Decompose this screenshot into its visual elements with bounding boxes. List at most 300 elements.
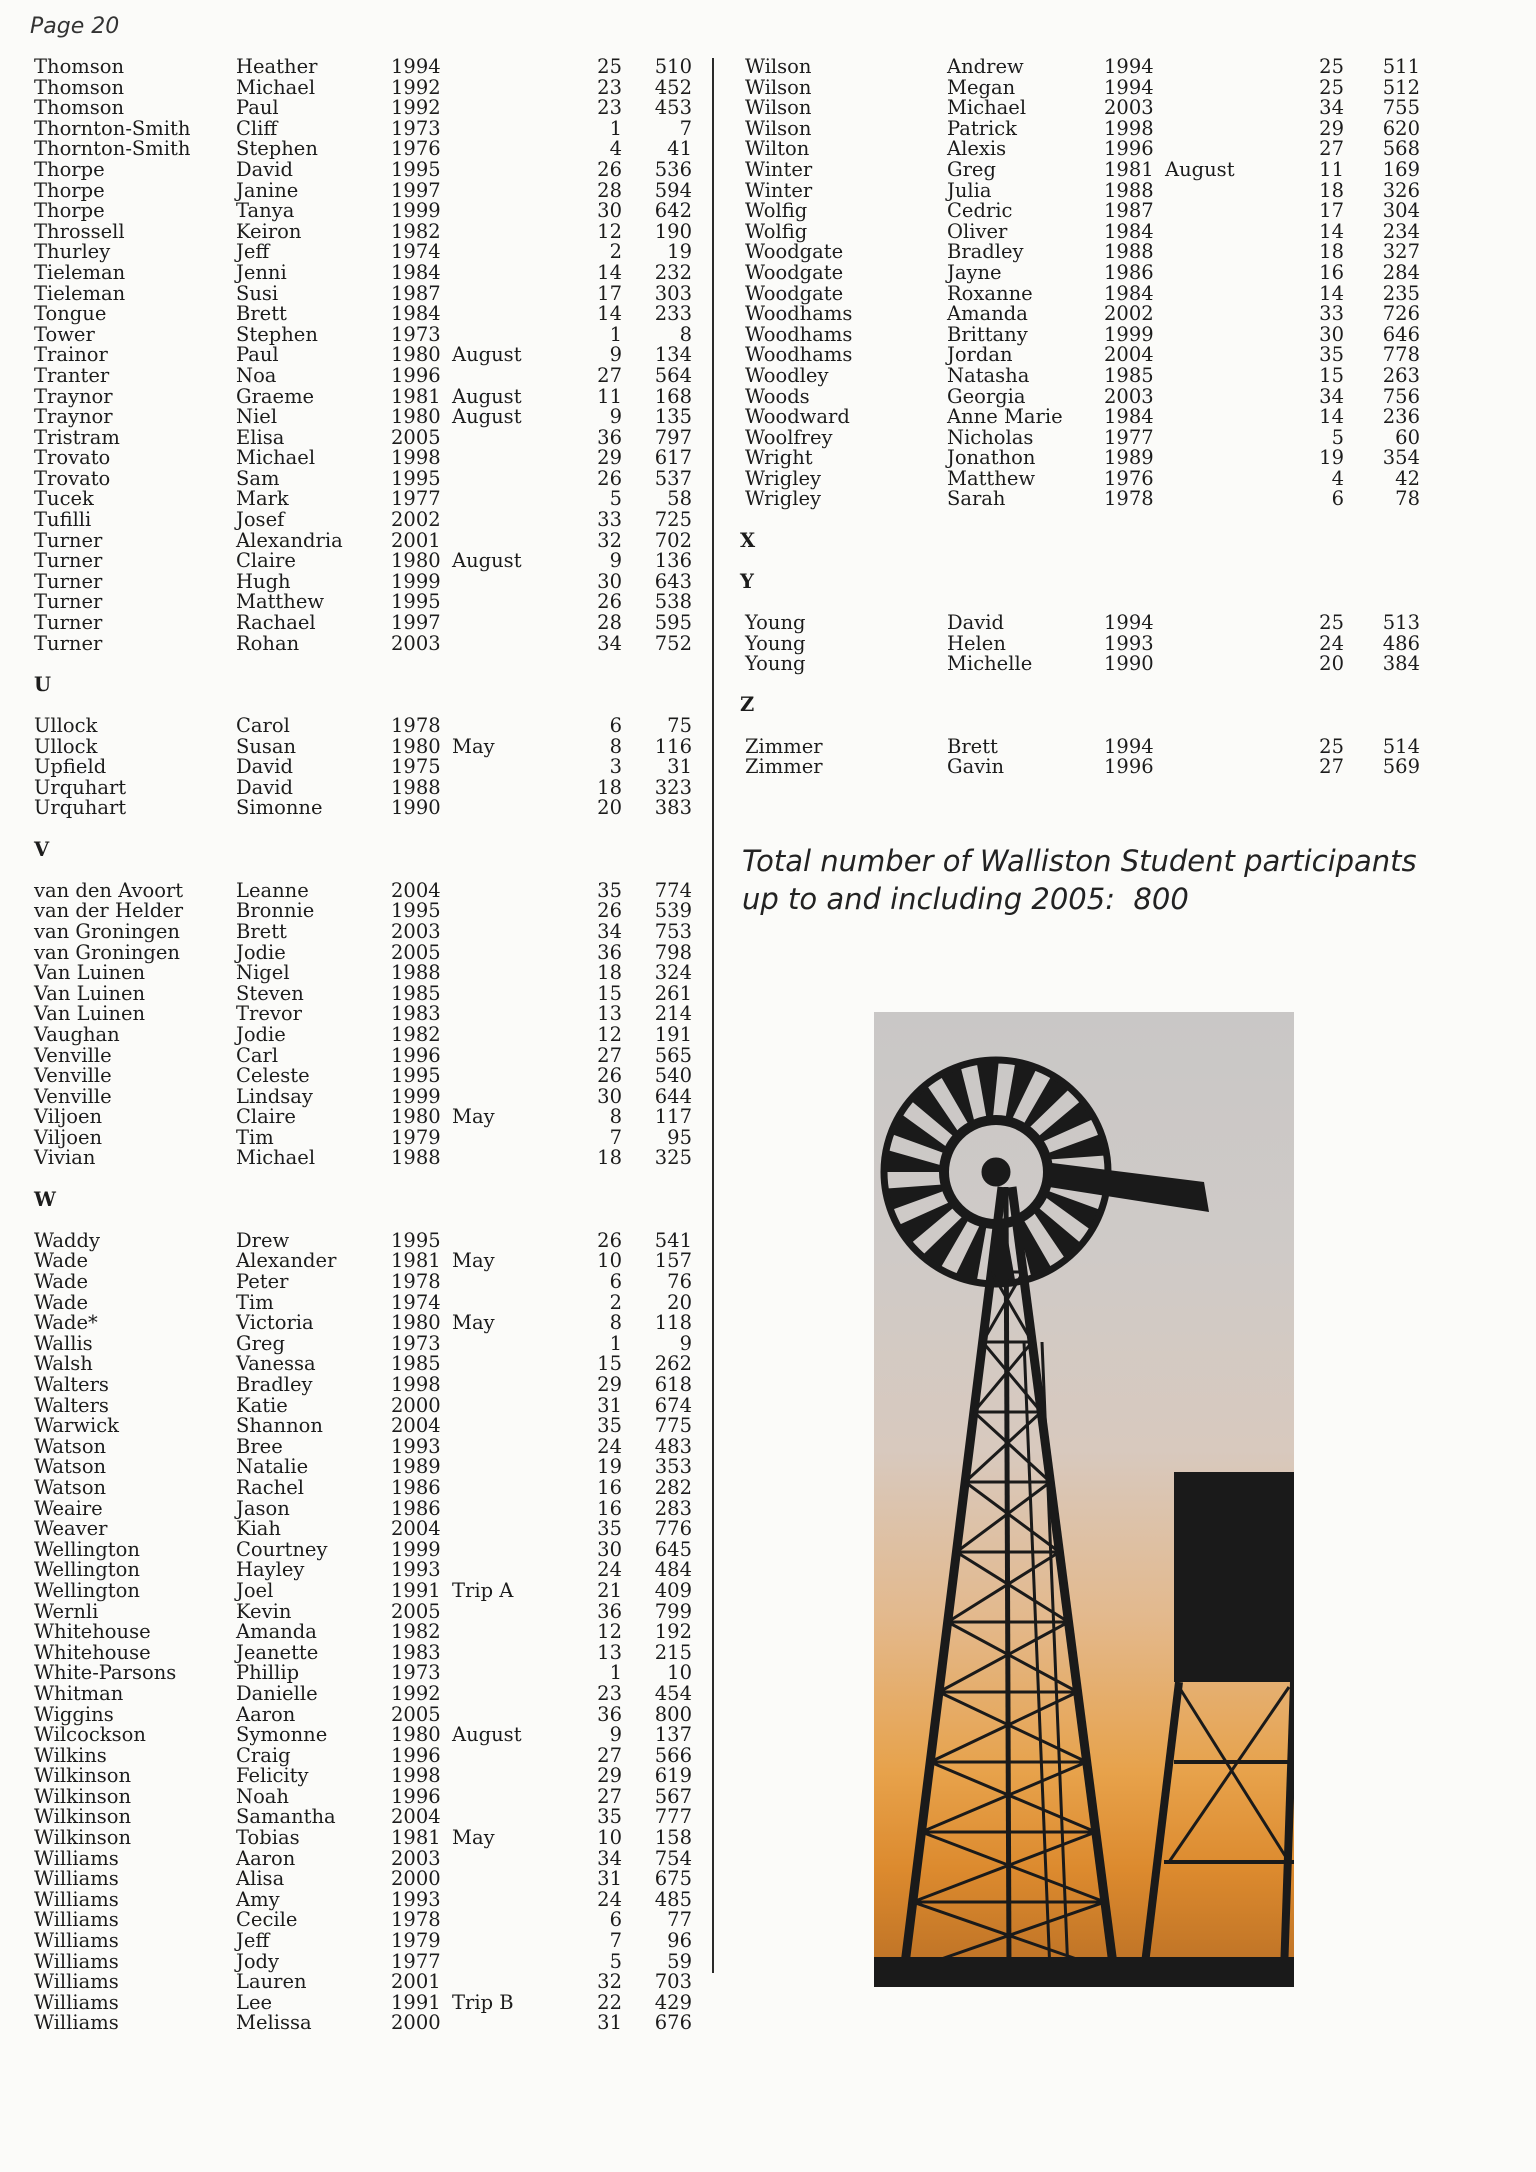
given-name: Brittany xyxy=(947,322,1028,346)
surname: Whitman xyxy=(34,1681,124,1705)
year: 1989 xyxy=(1104,446,1154,470)
table-row xyxy=(34,407,694,428)
surname: Viljoen xyxy=(34,1105,103,1129)
surname: Whitehouse xyxy=(34,1620,151,1644)
surname: Thorpe xyxy=(34,199,105,223)
student-number: 10 xyxy=(667,1661,692,1685)
surname: Winter xyxy=(745,178,813,202)
given-name: Jeff xyxy=(236,1929,270,1953)
year: 1980 xyxy=(391,405,441,429)
trip-count: 16 xyxy=(597,1496,622,1520)
surname: Thorpe xyxy=(34,178,105,202)
given-name: Kevin xyxy=(236,1599,292,1623)
year: 1984 xyxy=(1104,219,1154,243)
table-row xyxy=(740,281,1430,305)
student-number: 755 xyxy=(1382,96,1420,120)
student-number: 541 xyxy=(654,1228,692,1252)
student-number: 116 xyxy=(654,734,692,758)
student-number: 158 xyxy=(654,1826,692,1850)
year: 2003 xyxy=(391,1846,441,1870)
surname: Turner xyxy=(34,590,103,614)
student-number: 540 xyxy=(654,1064,692,1088)
student-number: 756 xyxy=(1382,384,1420,408)
trip-count: 36 xyxy=(597,1702,622,1726)
trip: May xyxy=(452,1311,495,1335)
surname: Ullock xyxy=(34,734,98,758)
table-row xyxy=(34,1313,694,1334)
surname: Williams xyxy=(34,1867,119,1891)
trip-count: 35 xyxy=(597,1805,622,1829)
year: 1999 xyxy=(391,1084,441,1108)
surname: Tongue xyxy=(34,302,107,326)
trip-count: 10 xyxy=(597,1249,622,1273)
trip-count: 35 xyxy=(597,878,622,902)
surname: Wilkinson xyxy=(34,1784,132,1808)
given-name: Matthew xyxy=(236,590,325,614)
surname: Woodhams xyxy=(745,302,853,326)
surname: Watson xyxy=(34,1455,107,1479)
surname: Traynor xyxy=(34,405,113,429)
year: 1981 xyxy=(391,384,441,408)
trip-count: 25 xyxy=(597,55,622,78)
trip-count: 31 xyxy=(597,1393,622,1417)
given-name: Tim xyxy=(236,1290,274,1314)
year: 1982 xyxy=(391,1022,441,1046)
table-row xyxy=(34,1043,694,1067)
table-row xyxy=(740,384,1430,408)
trip-count: 16 xyxy=(597,1475,622,1499)
year: 2004 xyxy=(391,1517,441,1541)
surname: Trovato xyxy=(34,466,111,490)
year: 1990 xyxy=(391,796,441,820)
year: 1999 xyxy=(391,199,441,223)
surname: Wade xyxy=(34,1249,88,1273)
year: 1983 xyxy=(391,1640,441,1664)
year: 1997 xyxy=(391,178,441,202)
surname: Tufilli xyxy=(34,508,92,532)
table-row xyxy=(34,1354,694,1375)
student-number: 169 xyxy=(1382,157,1420,181)
surname: Tower xyxy=(34,322,95,346)
given-name: Felicity xyxy=(236,1764,309,1788)
trip-count: 24 xyxy=(597,1887,622,1911)
table-row xyxy=(740,178,1430,202)
trip-count: 27 xyxy=(1319,137,1344,161)
student-number: 75 xyxy=(667,714,692,737)
trip: May xyxy=(452,1105,495,1129)
year: 1995 xyxy=(391,466,441,490)
year: 2005 xyxy=(391,1702,441,1726)
surname: Trainor xyxy=(34,343,108,367)
table-row xyxy=(740,322,1430,346)
trip-count: 36 xyxy=(597,940,622,964)
student-number: 799 xyxy=(654,1599,692,1623)
year: 2003 xyxy=(391,919,441,943)
student-number: 19 xyxy=(667,240,692,264)
year: 2003 xyxy=(391,631,441,655)
given-name: Victoria xyxy=(236,1311,314,1335)
student-number: 59 xyxy=(667,1949,692,1973)
trip-count: 23 xyxy=(597,96,622,120)
surname: Van Luinen xyxy=(34,1002,146,1026)
year: 1974 xyxy=(391,1290,441,1314)
student-number: 323 xyxy=(654,775,692,799)
given-name: Drew xyxy=(236,1228,290,1252)
student-number: 537 xyxy=(654,466,692,490)
year: 1973 xyxy=(391,116,441,140)
trip-count: 5 xyxy=(609,1949,622,1973)
year: 1996 xyxy=(391,1043,441,1067)
table-row xyxy=(34,1519,694,1540)
year: 1981 xyxy=(391,1249,441,1273)
table-row xyxy=(740,757,1430,778)
trip-count: 25 xyxy=(1319,734,1344,758)
table-row xyxy=(34,1022,694,1046)
table-row xyxy=(740,407,1430,428)
given-name: Alexandria xyxy=(236,528,343,552)
student-number: 538 xyxy=(654,590,692,614)
trip-count: 26 xyxy=(597,590,622,614)
year: 1996 xyxy=(391,1784,441,1808)
table-row xyxy=(34,1331,694,1355)
surname: Upfield xyxy=(34,755,107,779)
surname: Turner xyxy=(34,611,103,635)
surname: Watson xyxy=(34,1434,107,1458)
student-number: 326 xyxy=(1382,178,1420,202)
table-row xyxy=(34,201,694,222)
year: 1996 xyxy=(1104,755,1154,779)
trip: August xyxy=(452,384,522,408)
year: 1995 xyxy=(391,590,441,614)
surname: Wilson xyxy=(745,116,812,140)
student-number: 429 xyxy=(654,1990,692,2014)
surname: Wolfig xyxy=(745,219,808,243)
trip-count: 14 xyxy=(1319,219,1344,243)
surname: Urquhart xyxy=(34,775,127,799)
student-number: 453 xyxy=(654,96,692,120)
given-name: Noah xyxy=(236,1784,289,1808)
given-name: Trevor xyxy=(236,1002,302,1026)
student-number: 725 xyxy=(654,508,692,532)
trip-count: 25 xyxy=(1319,55,1344,78)
table-row xyxy=(34,1148,694,1169)
student-number: 619 xyxy=(654,1764,692,1788)
given-name: Joel xyxy=(236,1578,274,1602)
student-number: 675 xyxy=(654,1867,692,1891)
table-row xyxy=(740,57,1430,78)
trip-count: 8 xyxy=(609,1311,622,1335)
student-number: 263 xyxy=(1382,363,1420,387)
table-row xyxy=(34,528,694,552)
student-number: 511 xyxy=(1382,55,1420,78)
given-name: Elisa xyxy=(236,425,285,449)
trip-count: 12 xyxy=(597,1022,622,1046)
year: 1991 xyxy=(391,1990,441,2014)
surname: Warwick xyxy=(34,1414,119,1438)
year: 1981 xyxy=(391,1826,441,1850)
student-number: 95 xyxy=(667,1125,692,1149)
trip-count: 19 xyxy=(597,1455,622,1479)
section-letter: Z xyxy=(740,693,755,717)
trip-count: 20 xyxy=(597,796,622,820)
year: 1978 xyxy=(391,714,441,737)
student-number: 8 xyxy=(679,322,692,346)
student-number: 643 xyxy=(654,569,692,593)
trip: August xyxy=(452,1723,522,1747)
student-number: 353 xyxy=(654,1455,692,1479)
student-number: 304 xyxy=(1382,199,1420,223)
trip-count: 14 xyxy=(597,302,622,326)
table-row xyxy=(34,57,694,78)
year: 1995 xyxy=(391,899,441,923)
given-name: Nigel xyxy=(236,961,290,985)
student-number: 512 xyxy=(1382,75,1420,99)
surname: Turner xyxy=(34,631,103,655)
year: 1985 xyxy=(1104,363,1154,387)
given-name: Susi xyxy=(236,281,279,305)
trip-count: 32 xyxy=(597,528,622,552)
surname: Venville xyxy=(34,1084,112,1108)
given-name: Aaron xyxy=(236,1846,296,1870)
student-number: 644 xyxy=(654,1084,692,1108)
given-name: Jodie xyxy=(236,1022,286,1046)
year: 1995 xyxy=(391,1064,441,1088)
trip: Trip B xyxy=(452,1990,514,2014)
given-name: Keiron xyxy=(236,219,302,243)
student-number: 513 xyxy=(1382,611,1420,635)
surname: White-Parsons xyxy=(34,1661,177,1685)
trip-count: 18 xyxy=(597,1146,622,1170)
year: 1996 xyxy=(391,1743,441,1767)
trip-count: 18 xyxy=(1319,240,1344,264)
student-number: 232 xyxy=(654,260,692,284)
table-row xyxy=(34,1475,694,1499)
table-row xyxy=(34,1228,694,1252)
surname: van den Avoort xyxy=(34,878,184,902)
student-number: 753 xyxy=(654,919,692,943)
student-number: 618 xyxy=(654,1373,692,1396)
table-row xyxy=(34,2013,694,2034)
given-name: David xyxy=(947,611,1004,635)
year: 1980 xyxy=(391,734,441,758)
given-name: Vanessa xyxy=(236,1352,316,1376)
student-number: 7 xyxy=(679,116,692,140)
table-row xyxy=(740,425,1430,449)
surname: Thomson xyxy=(34,55,125,78)
given-name: Gavin xyxy=(947,755,1005,779)
surname: Woods xyxy=(745,384,810,408)
student-number: 617 xyxy=(654,446,692,470)
year: 1975 xyxy=(391,755,441,779)
year: 1997 xyxy=(391,611,441,635)
year: 1979 xyxy=(391,1125,441,1149)
table-row xyxy=(34,466,694,490)
surname: Zimmer xyxy=(745,755,823,779)
table-row xyxy=(34,981,694,1005)
year: 1994 xyxy=(1104,55,1154,78)
year: 1993 xyxy=(391,1434,441,1458)
student-number: 283 xyxy=(654,1496,692,1520)
student-number: 510 xyxy=(654,55,692,78)
table-row xyxy=(34,1125,694,1149)
year: 1994 xyxy=(1104,611,1154,635)
table-row xyxy=(34,1066,694,1087)
student-number: 384 xyxy=(1382,652,1420,676)
student-number: 58 xyxy=(667,487,692,511)
year: 2001 xyxy=(391,1970,441,1994)
surname: Wellington xyxy=(34,1537,140,1561)
surname: Turner xyxy=(34,569,103,593)
surname: Ullock xyxy=(34,714,98,737)
trip-count: 26 xyxy=(597,466,622,490)
trip-count: 18 xyxy=(597,775,622,799)
trip-count: 27 xyxy=(1319,755,1344,779)
table-row xyxy=(34,489,694,510)
student-number: 452 xyxy=(654,75,692,99)
trip-count: 18 xyxy=(1319,178,1344,202)
student-number: 702 xyxy=(654,528,692,552)
trip-count: 28 xyxy=(597,178,622,202)
surname: Williams xyxy=(34,1970,119,1994)
table-row xyxy=(34,1375,694,1396)
surname: van Groningen xyxy=(34,919,180,943)
trip-count: 34 xyxy=(597,919,622,943)
given-name: Kiah xyxy=(236,1517,281,1541)
student-number: 776 xyxy=(654,1517,692,1541)
year: 1995 xyxy=(391,1228,441,1252)
student-number: 284 xyxy=(1382,260,1420,284)
trip-count: 6 xyxy=(609,1908,622,1932)
table-row xyxy=(34,1725,694,1746)
table-row xyxy=(34,592,694,613)
student-number: 78 xyxy=(1395,487,1420,511)
table-row xyxy=(34,878,694,902)
student-number: 282 xyxy=(654,1475,692,1499)
trip-count: 14 xyxy=(1319,405,1344,429)
student-number: 777 xyxy=(654,1805,692,1829)
table-row xyxy=(34,1972,694,1993)
surname: Thurley xyxy=(34,240,111,264)
year: 1983 xyxy=(391,1002,441,1026)
trip-count: 8 xyxy=(609,734,622,758)
trip-count: 7 xyxy=(609,1929,622,1953)
student-number: 233 xyxy=(654,302,692,326)
trip-count: 1 xyxy=(609,1331,622,1355)
student-number: 261 xyxy=(654,981,692,1005)
trip-count: 25 xyxy=(1319,75,1344,99)
year: 1986 xyxy=(391,1475,441,1499)
given-name: Shannon xyxy=(236,1414,323,1438)
given-name: Jody xyxy=(236,1949,280,1973)
left-column xyxy=(34,57,694,2034)
table-row xyxy=(34,345,694,366)
given-name: Natasha xyxy=(947,363,1030,387)
given-name: Stephen xyxy=(236,137,318,161)
surname: Young xyxy=(745,631,806,655)
surname: Zimmer xyxy=(745,734,823,758)
student-number: 354 xyxy=(1382,446,1420,470)
table-row xyxy=(34,1828,694,1849)
year: 1991 xyxy=(391,1578,441,1602)
given-name: Jonathon xyxy=(947,446,1036,470)
trip-count: 22 xyxy=(597,1990,622,2014)
table-row xyxy=(34,631,694,655)
trip: May xyxy=(452,1249,495,1273)
trip-count: 9 xyxy=(609,1723,622,1747)
surname: Woodhams xyxy=(745,343,853,367)
section-letter: U xyxy=(34,672,52,696)
table-row xyxy=(34,734,694,758)
given-name: Bradley xyxy=(947,240,1024,264)
year: 1999 xyxy=(391,1537,441,1561)
student-number: 778 xyxy=(1382,343,1420,367)
given-name: Oliver xyxy=(947,219,1008,243)
year: 1977 xyxy=(391,487,441,511)
year: 1977 xyxy=(1104,425,1154,449)
student-number: 800 xyxy=(654,1702,692,1726)
trip-count: 9 xyxy=(609,343,622,367)
given-name: Tim xyxy=(236,1125,274,1149)
year: 1978 xyxy=(391,1270,441,1294)
given-name: Alisa xyxy=(236,1867,285,1891)
table-row xyxy=(34,1599,694,1623)
surname: Thomson xyxy=(34,75,125,99)
trip-count: 5 xyxy=(609,487,622,511)
surname: Wallis xyxy=(34,1331,93,1355)
year: 1988 xyxy=(391,1146,441,1170)
given-name: Alexander xyxy=(236,1249,337,1273)
trip-count: 35 xyxy=(597,1414,622,1438)
year: 1992 xyxy=(391,75,441,99)
year: 2002 xyxy=(1104,302,1154,326)
given-name: Jeanette xyxy=(236,1640,319,1664)
student-number: 20 xyxy=(667,1290,692,1314)
year: 1996 xyxy=(391,363,441,387)
year: 1993 xyxy=(1104,631,1154,655)
trip-count: 36 xyxy=(597,425,622,449)
given-name: Samantha xyxy=(236,1805,336,1829)
year: 1984 xyxy=(391,260,441,284)
trip: Trip A xyxy=(452,1578,514,1602)
table-row xyxy=(34,281,694,305)
table-row xyxy=(740,260,1430,284)
trip-count: 6 xyxy=(609,1270,622,1294)
year: 2003 xyxy=(1104,96,1154,120)
given-name: Nicholas xyxy=(947,425,1034,449)
given-name: Roxanne xyxy=(947,281,1033,305)
table-row xyxy=(34,963,694,984)
surname: Wrigley xyxy=(745,487,822,511)
trip-count: 29 xyxy=(1319,116,1344,140)
surname: van Groningen xyxy=(34,940,180,964)
year: 1981 xyxy=(1104,157,1154,181)
given-name: Michael xyxy=(236,446,316,470)
surname: Williams xyxy=(34,1990,119,2014)
given-name: Rachel xyxy=(236,1475,305,1499)
surname: Wilkinson xyxy=(34,1764,132,1788)
student-number: 190 xyxy=(654,219,692,243)
student-number: 564 xyxy=(654,363,692,387)
table-row xyxy=(34,716,694,737)
table-row xyxy=(740,448,1430,469)
year: 1998 xyxy=(1104,116,1154,140)
given-name: Hayley xyxy=(236,1558,305,1582)
table-row xyxy=(740,75,1430,99)
table-row xyxy=(34,322,694,346)
year: 1998 xyxy=(391,446,441,470)
table-row xyxy=(34,1807,694,1828)
trip-count: 9 xyxy=(609,405,622,429)
